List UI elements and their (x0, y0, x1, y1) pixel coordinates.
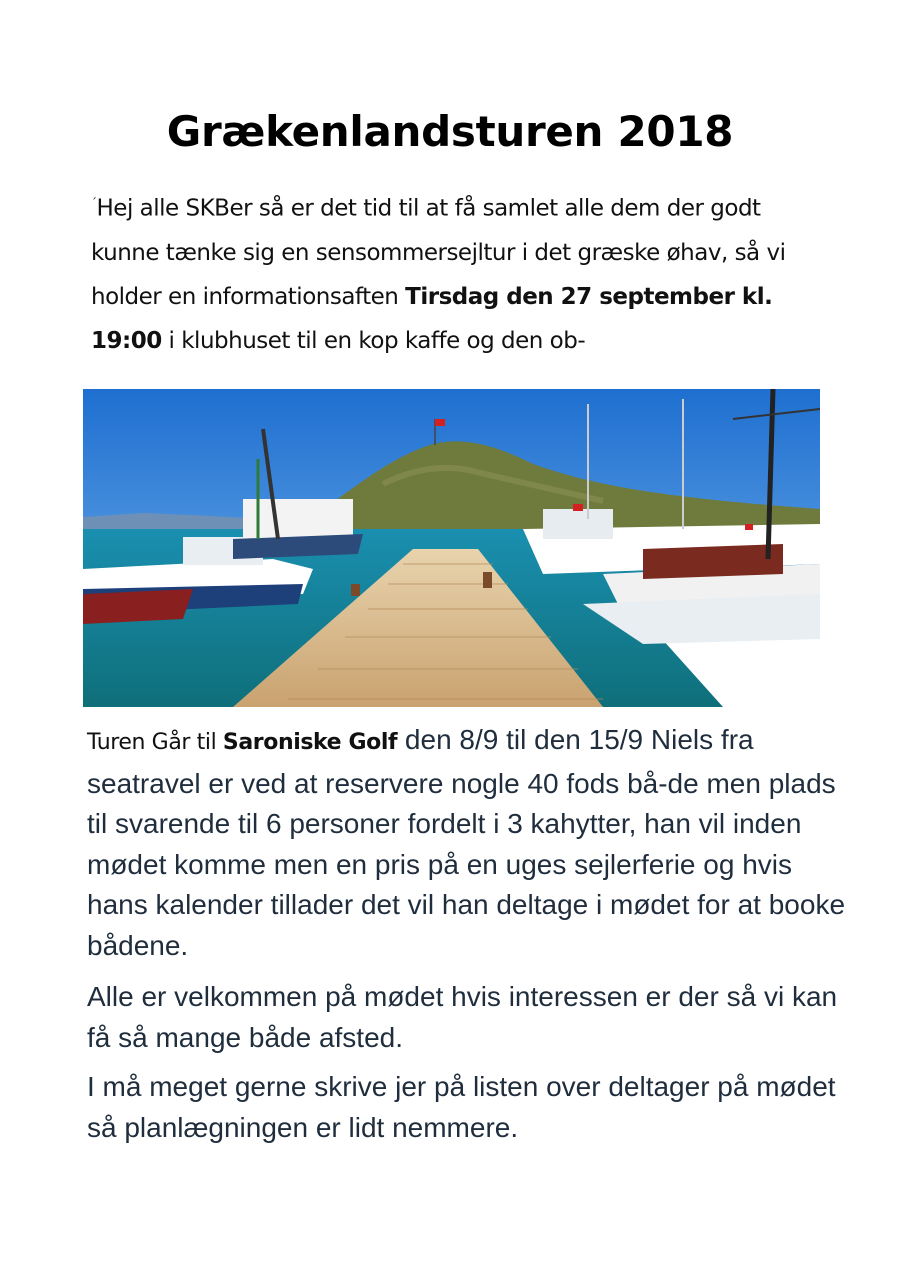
trip-details: den 8/9 til den 15/9 Niels fra seatravel er ved at reservere nogle 40 fods bå-de men plads til svarende til 6 personer fordelt i 3 kahytter, han vil inden mødet komme men en pris på en uges sejlerferie og hvis hans kalender tillader det vil han deltage i mødet for at booke bådene. (87, 724, 846, 961)
intro-text-end: i klubhuset til en kop kaffe og den ob- (161, 327, 586, 354)
trip-paragraph (87, 720, 847, 966)
signup-paragraph: I må meget gerne skrive jer på listen over deltager på mødet så planlægningen er lidt nemmere. (87, 1071, 836, 1143)
destination: Saroniske Golf (222, 730, 398, 755)
page-title: Grækenlandsturen 2018 (166, 107, 734, 156)
meeting-date: Tirsdag den 27 september kl. 19:00 (91, 283, 773, 354)
trip-lead (87, 730, 397, 755)
trip-lead-text: Turen Går til (87, 730, 223, 755)
welcome-paragraph: Alle er velkommen på mødet hvis interessen er der så vi kan få så mange både afsted. (87, 981, 838, 1053)
intro-paragraph (91, 181, 821, 363)
intro-mark: ´ (91, 196, 97, 210)
harbor-photo-icon (83, 389, 820, 707)
intro-text: Hej alle SKBer så er det tid til at få samlet alle dem der godt kunne tænke sig en sensommersejltur i det græske øhav, så vi holder en informationsaften (91, 195, 786, 310)
